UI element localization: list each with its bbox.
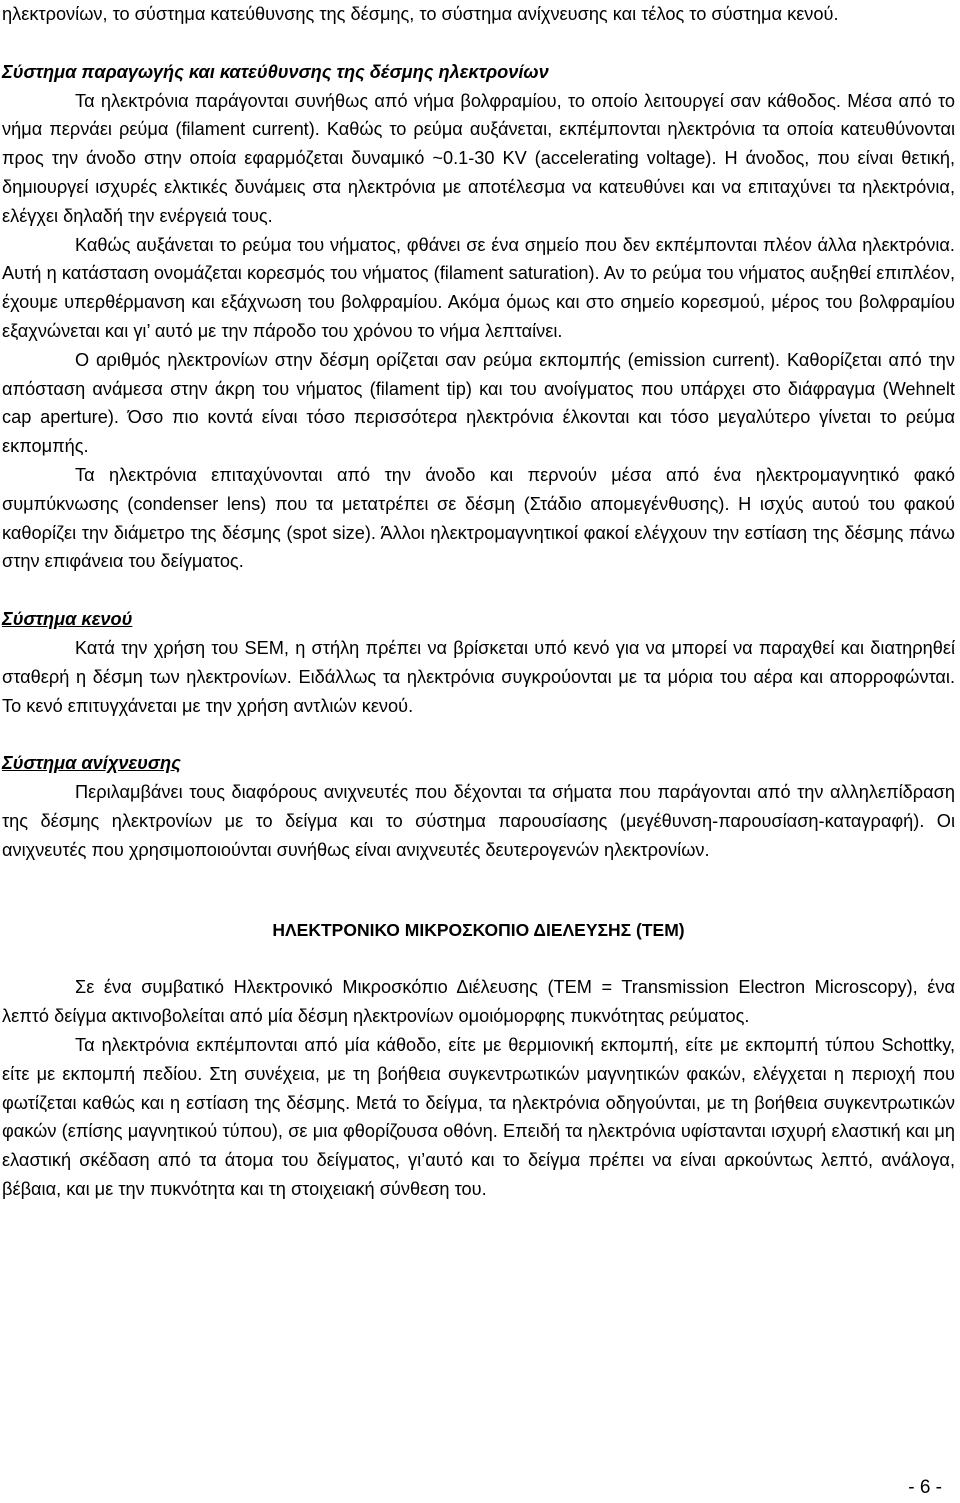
spacer [2,720,955,749]
tem-paragraph-1: Σε ένα συμβατικό Ηλεκτρονικό Μικροσκόπιο Διέλευσης (TEM = Transmission Electron Microscopy), ένα λεπτό δείγμα ακτινοβολείται από μία δέσμη ηλεκτρονίων ομοιόμορφης πυκνότητας ρεύματος. [2,977,955,1027]
beam-paragraph-2: Καθώς αυξάνεται το ρεύμα του νήματος, φθάνει σε ένα σημείο που δεν εκπέμπονται πλέον άλλα ηλεκτρόνια. Αυτή η κατάσταση ονομάζεται κορεσμός του νήματος (filament saturation). Αν το ρεύμα του νήματος αυξηθεί επιπλέον, έχουμε υπερθέρμανση και εξάχνωση του βολφραμίου. Ακόμα όμως και στο σημείο κορεσμού, μέρος του βολφραμίου εξαχνώνεται και γι’ αυτό με την πάροδο του χρόνου το νήμα λεπταίνει. [2,234,955,341]
page-number: - 6 - [908,1477,942,1498]
tem-section-title: ΗΛΕΚΤΡΟΝΙΚΟ ΜΙΚΡΟΣΚΟΠΙΟ ΔΙΕΛΕΥΣΗΣ (TEM) [272,919,685,940]
intro-paragraph-tail: ηλεκτρονίων, το σύστημα κατεύθυνσης της δέσμης, το σύστημα ανίχνευσης και τέλος το σύστημα κενού. [2,4,839,24]
spacer [2,865,955,916]
section-heading-beam: Σύστημα παραγωγής και κατεύθυνσης της δέσμης ηλεκτρονίων [2,61,549,82]
vacuum-paragraph: Κατά την χρήση του SEM, η στήλη πρέπει να βρίσκεται υπό κενό για να μπορεί να παραχθεί και διατηρηθεί σταθερή η δέσμη των ηλεκτρονίων. Ειδάλλως τα ηλεκτρόνια συγκρούονται με τα μόρια του αέρα και απορροφώνται. Το κενό επιτυγχάνεται με την χρήση αντλιών κενού. [2,637,955,716]
section-heading-vacuum: Σύστημα κενού [2,609,133,630]
spacer [2,29,955,58]
page-content [2,0,955,1204]
beam-paragraph-4: Τα ηλεκτρόνια επιταχύνονται από την άνοδο και περνούν μέσα από ένα ηλεκτρομαγνητικό φακό συμπύκνωσης (condenser lens) που τα μετατρέπει σε δέσμη (Στάδιο απομεγένθυσης). Η ισχύς αυτού του φακού καθορίζει την διάμετρο της δέσμης (spot size). Άλλοι ηλεκτρομαγνητικοί φακοί ελέγχουν την εστίαση της δέσμης πάνω στην επιφάνεια του δείγματος. [2,464,955,572]
beam-paragraph-1: Τα ηλεκτρόνια παράγονται συνήθως από νήμα βολφραμίου, το οποίο λειτουργεί σαν κάθοδος. Μέσα από το νήμα περνάει ρεύμα (filament current). Καθώς το ρεύμα αυξάνεται, εκπέμπονται ηλεκτρόνια τα οποία κατευθύνονται προς την άνοδο στην οποία εφαρμόζεται δυναμικό ~0.1-30 KV (accelerating voltage). Η άνοδος, που είναι θετική, δημιουργεί ισχυρές ελκτικές δυνάμεις στα ηλεκτρόνια με αποτέλεσμα να κατευθύνει και να επιταχύνει τα ηλεκτρόνια, ελέγχει δηλαδή την ενέργειά τους. [2,90,955,226]
section-heading-detection: Σύστημα ανίχνευσης [2,753,181,774]
tem-paragraph-2: Τα ηλεκτρόνια εκπέμπονται από μία κάθοδο, είτε με θερμιονική εκπομπή, είτε με εκπομπή τύπου Schottky, είτε με εκπομπή πεδίου. Στη συνέχεια, με τη βοήθεια συγκεντρωτικών μαγνητικών φακών, ελέγχεται η περιοχή που φωτίζεται καθώς και η εστίαση της δέσμης. Μετά το δείγμα, τα ηλεκτρόνια οδηγούνται, με τη βοήθεια συγκεντρωτικών φακών (επίσης μαγνητικού τύπου), σε μια φθορίζουσα οθόνη. Επειδή τα ηλεκτρόνια υφίστανται ισχυρή ελαστική και μη ελαστική σκέδαση από τα άτομα του δείγματος, γι’αυτό και το δείγμα πρέπει να είναι αρκούντως λεπτό, ανάλογα, βέβαια, και με την πυκνότητα και τη στοιχειακή σύνθεση του. [2,1034,955,1199]
spacer [2,576,955,605]
beam-paragraph-3: Ο αριθμός ηλεκτρονίων στην δέσμη ορίζεται σαν ρεύμα εκπομπής (emission current). Καθορίζεται από την απόσταση ανάμεσα στην άκρη του νήματος (filament tip) και του ανοίγματος που υπάρχει στο διάφραγμα (Wehnelt cap aperture). Όσο πιο κοντά είναι τόσο περισσότερα ηλεκτρόνια έλκονται και τόσο μεγαλύτερο γίνεται το ρεύμα εκπομπής. [2,349,955,457]
detection-paragraph: Περιλαμβάνει τους διαφόρους ανιχνευτές που δέχονται τα σήματα που παράγονται από την αλληλεπίδραση της δέσμης ηλεκτρονίων με το δείγμα και το σύστημα παρουσίασης (μεγέθυνση-παρουσίαση-καταγραφή). Οι ανιχνευτές που χρησιμοποιούνται συνήθως είναι ανιχνευτές δευτερογενών ηλεκτρονίων. [2,782,955,860]
spacer [2,944,955,973]
